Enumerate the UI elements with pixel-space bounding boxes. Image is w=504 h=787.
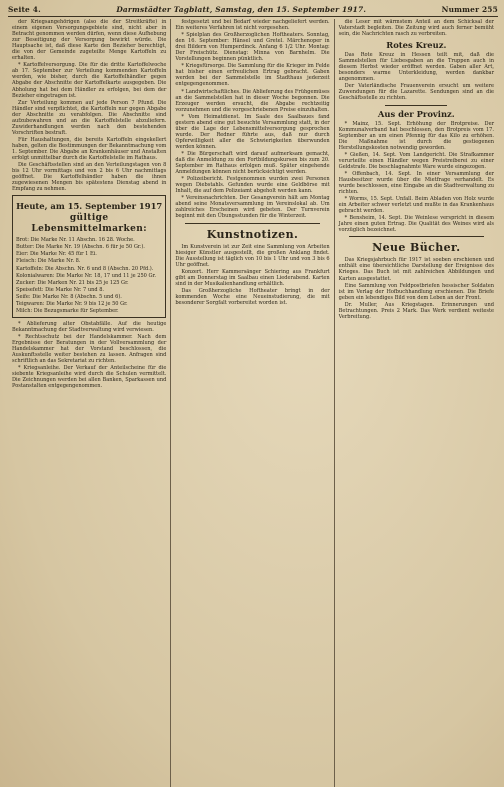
article-paragraph: Der Vaterländische Frauenverein ersucht um weitere Zuwendungen für die Lazarette. Sendungen sind an die Geschäftsstelle zu richten. bbox=[338, 83, 494, 102]
article-paragraph: * Kartoffelversorgung. Die für die dritte Kartoffelwoche ab 17. September zur Verteilung kommenden Kartoffeln werden, wie bisher, durch die Kartoffelhändler gegen Abgabe der Abschnitte der Kartoffelkarte ausgegeben. Die Abholung hat bei dem Händler zu erfolgen, bei dem der Bezieher eingetragen ist. bbox=[12, 62, 167, 99]
article-paragraph: * Mainz, 15. Sept. Erhöhung der Brotpreise. Der Kommunalverband hat beschlossen, den Brotpreis vom 17. September an um einen Pfennig für das Kilo zu erhöhen. Die Maßnahme ist durch die gestiegenen Herstellungskosten notwendig geworden. bbox=[338, 120, 494, 151]
article-paragraph: festgesetzt und bei Bedarf wieder nachgeliefert werden. Ein weiteres Verfahren ist nicht vorgesehen. bbox=[175, 19, 330, 32]
article-paragraph: * Ablieferung alter Obstabfälle. Auf die heutige Bekanntmachung der Stadtverwaltung wird verwiesen. bbox=[12, 320, 167, 333]
article-paragraph: Konzert. Herr Kammersänger Schiering aus Frankfurt gibt am Donnerstag im Saalbau einen Liederabend. Karten sind in der Musikalienhandlung erhältlich. bbox=[175, 268, 330, 287]
article-paragraph: die Leser mit wärmstem Anteil an dem Schicksal der Vaterstadt begleiten. Die Zeitung wird auch ferner bemüht sein, die Nachrichten rasch zu verbreiten. bbox=[338, 19, 494, 38]
article-paragraph: Eine Sammlung von Feldpostbriefen hessischer Soldaten ist im Verlag der Hofbuchhandlung erschienen. Die Briefe geben ein lebendiges Bild von dem Leben an der Front. bbox=[338, 282, 494, 301]
article-paragraph: Im Kunstverein ist zur Zeit eine Sammlung von Arbeiten hiesiger Künstler ausgestellt, die großen Anklang findet. Die Ausstellung ist täglich von 10 bis 1 Uhr und von 3 bis 6 Uhr geöffnet. bbox=[175, 243, 330, 268]
ration-item: Zucker: Die Marken Nr. 21 bis 25 je 125 Gr. bbox=[16, 279, 129, 286]
article-paragraph: * Rechtsschutz bei der Handelskammer. Nach dem Ergebnisse der Beratungen in der Vollversammlung der Handelskammer hat der Vorstand beschlossen, die Auskunftsstelle weiter bestehen zu lassen. Anfragen sind schriftlich an das Sekretariat zu richten. bbox=[12, 333, 167, 365]
columns bbox=[8, 19, 498, 787]
article-paragraph: * Spielplan des Großherzoglichen Hoftheaters. Sonntag, den 16. September: Hänsel und Gretel. Märchenoper in drei Bildern von Humperdinck. Anfang 6 1/2 Uhr. Montag: Der Freischütz. Dienstag: Minna von Barnhelm. Die Vorstellungen beginnen pünktlich. bbox=[175, 32, 330, 63]
section-heading-rotes-kreuz: Rotes Kreuz. bbox=[386, 40, 447, 51]
masthead bbox=[8, 4, 498, 17]
article-paragraph: * Worms, 15. Sept. Unfall. Beim Abladen von Holz wurde ein Arbeiter schwer verletzt und mußte in das Krankenhaus gebracht werden. bbox=[338, 196, 494, 215]
newspaper-title-date: Darmstädter Tagblatt, Samstag, den 15. September 1917. bbox=[116, 5, 367, 14]
article-paragraph: * Polizeibericht. Festgenommen wurden zwei Personen wegen Diebstahls. Gefunden wurde eine Geldbörse mit Inhalt, die auf dem Polizeiamt abgeholt werden kann. bbox=[175, 176, 330, 195]
article-paragraph: * Die Bürgerschaft wird darauf aufmerksam gemacht, daß die Anmeldung zu den Fortbildungskursen bis zum 20. September im Rathaus erfolgen muß. Später eingehende Anmeldungen können nicht berücksichtigt werden. bbox=[175, 150, 330, 176]
article-paragraph: * Bensheim, 14. Sept. Die Weinlese verspricht in diesem Jahre einen guten Ertrag. Die Qualität des Weines wird als vorzüglich bezeichnet. bbox=[338, 215, 494, 234]
ration-item: Kartoffeln: Die Abschn. Nr. 6 und 8 (Abschn. 20 Pfd.). bbox=[16, 265, 154, 272]
article-paragraph: * Kriegsanleihe. Der Verkauf der Anteilscheine für die siebente Kriegsanleihe wird durch die Schulen vermittelt. Die Zeichnungen werden bei allen Banken, Sparkassen und Postanstalten entgegengenommen. bbox=[12, 365, 167, 390]
article-paragraph: Dr. Muller, Aus Kriegstagen. Erinnerungen und Betrachtungen. Preis 2 Mark. Das Werk verdient weiteste Verbreitung. bbox=[338, 301, 494, 320]
section-divider bbox=[349, 236, 484, 237]
ration-item: Teigwaren: Die Marke Nr. 9 bis 12 je 50 Gr. bbox=[16, 300, 128, 307]
column-2 bbox=[171, 19, 334, 787]
ration-item: Fleisch: Die Marke Nr. 8. bbox=[16, 258, 81, 265]
ration-item: Kolonialwaren: Die Marke Nr. 18, 17 und 11 je 250 Gr. bbox=[16, 272, 156, 279]
ration-item: Seife: Die Marke Nr. 8 (Abschn. 5 und 6). bbox=[16, 293, 122, 300]
article-paragraph: Zur Verteilung kommen auf jede Person 7 Pfund. Die Händler sind verpflichtet, die Kartoffeln nur gegen Abgabe der Abschnitte zu verabfolgen. Die Abschnitte sind aufzubewahren und an die Kartoffelstelle abzuliefern. Zuwiderhandlungen werden nach den bestehenden Vorschriften bestraft. bbox=[12, 99, 167, 136]
section-divider bbox=[185, 223, 319, 224]
article-paragraph: Für Haushaltungen, die bereits Kartoffeln eingekellert haben, gelten die Bestimmungen der Bekanntmachung vom 1. September. Die Abgabe an Krankenhäuser und Anstalten erfolgt unmittelbar durch die Kartoffelstelle im Rathaus. bbox=[12, 136, 167, 162]
ration-item: Brot: Die Marke Nr. 11 Abschn. 16 28. Woche. bbox=[16, 237, 135, 244]
article-paragraph: * Kriegsfürsorge. Die Sammlung für die Krieger im Felde hat bisher einen erfreulichen Ertrag gebracht. Gaben werden bei der Sammelstelle im Stadthaus jederzeit entgegengenommen. bbox=[175, 63, 330, 88]
section-heading-kunstnotizen: Kunstnotizen. bbox=[206, 227, 299, 241]
article-paragraph: Das Kriegsjahrbuch für 1917 ist soeben erschienen und enthält eine übersichtliche Darstellung der Ereignisse des Krieges. Das Buch ist mit zahlreichen Abbildungen und Karten ausgestattet. bbox=[338, 257, 494, 282]
article-paragraph: * Gießen, 14. Sept. Vom Landgericht. Die Strafkammer verurteilte einen Händler wegen Preistreiberei zu einer Geldstrafe. Die beschlagnahmte Ware wurde eingezogen. bbox=[338, 151, 494, 170]
article-paragraph: * Vom Heimatdienst. Im Saale des Saalbaues fand gestern abend eine gut besuchte Versammlung statt, in der über die Lage der Lebensmittelversorgung gesprochen wurde. Der Redner führte aus, daß nur durch Opferwilligkeit aller die Schwierigkeiten überwunden werden können. bbox=[175, 113, 330, 150]
ration-item: Speisefett: Die Marke Nr. 7 und 8. bbox=[16, 286, 105, 293]
article-paragraph: Das Rote Kreuz in Hessen teilt mit, daß die Sammelstellen für Liebesgaben an die Truppen auch in diesem Herbst wieder eröffnet werden. Gaben aller Art, besonders warme Unterkleidung, werden dankbar angenommen. bbox=[338, 52, 494, 83]
article-paragraph: * Vereinsnachrichten. Der Gesangverein hält am Montag abend seine Monatsversammlung im Vereinslokal ab. Um zahlreiches Erscheinen wird gebeten. Der Turnverein beginnt mit den Übungsstunden für die Winterzeit. bbox=[175, 195, 330, 220]
section-divider bbox=[385, 105, 447, 106]
ration-box-subtitle: gültige Lebensmittelmarken: bbox=[31, 213, 147, 235]
ration-item: Butter: Die Marke Nr. 19 (Abschn. 6 für je 50 Gr.). bbox=[16, 244, 145, 251]
section-heading-provinz: Aus der Provinz. bbox=[377, 108, 455, 119]
column-3 bbox=[335, 19, 498, 787]
article-paragraph: * Landwirtschaftliches. Die Ablieferung des Frühgemüses an die Sammelstellen hat in dieser Woche begonnen. Die Erzeuger werden ersucht, die Abgabe rechtzeitig vorzunehmen und die vorgeschriebenen Preise einzuhalten. bbox=[175, 88, 330, 113]
article-paragraph: Das Großherzogliche Hoftheater bringt in der kommenden Woche eine Neueinstudierung, die mit besonderer Sorgfalt vorbereitet worden ist. bbox=[175, 287, 330, 306]
issue-number: Nummer 255 bbox=[441, 5, 498, 14]
section-heading-neue-buecher: Neue Bücher. bbox=[372, 241, 461, 255]
ration-item: Eier: Die Marke Nr. 45 für 1 Ei. bbox=[16, 251, 97, 258]
ration-item: Milch: Die Bezugsmarke für September. bbox=[16, 307, 119, 314]
ration-box-title: Heute, am 15. September 1917 bbox=[16, 201, 163, 212]
column-1 bbox=[8, 19, 171, 787]
article-paragraph: * Offenbach, 14. Sept. In einer Versammlung der Hausbesitzer wurde über die Mietfrage verhandelt. Es wurde beschlossen, eine Eingabe an die Stadtverwaltung zu richten. bbox=[338, 170, 494, 196]
ration-cards-box bbox=[12, 195, 166, 318]
page-number: Seite 4. bbox=[8, 5, 41, 14]
article-paragraph: Die Geschäftsstellen sind an den Verteilungstagen von 8 bis 12 Uhr vormittags und von 2 bis 6 Uhr nachmittags geöffnet. Die Kartoffelhändler haben die ihnen zugewiesenen Mengen bis spätestens Dienstag abend in Empfang zu nehmen. bbox=[12, 162, 167, 193]
article-paragraph: der Kriegsangehörigen (also die der Streitkräfte) in einem eigenen Versorgungsgebiete sind, nicht aber in Betracht genommen werden dürfen, wenn diese Aufhebung zur Beseitigung der Versorgung bewirkt würde. Die Hauptsache ist, daß diese Karte den Bezieher berechtigt, die von der Gemeinde zugeteilte Menge Kartoffeln zu erhalten. bbox=[12, 19, 167, 62]
